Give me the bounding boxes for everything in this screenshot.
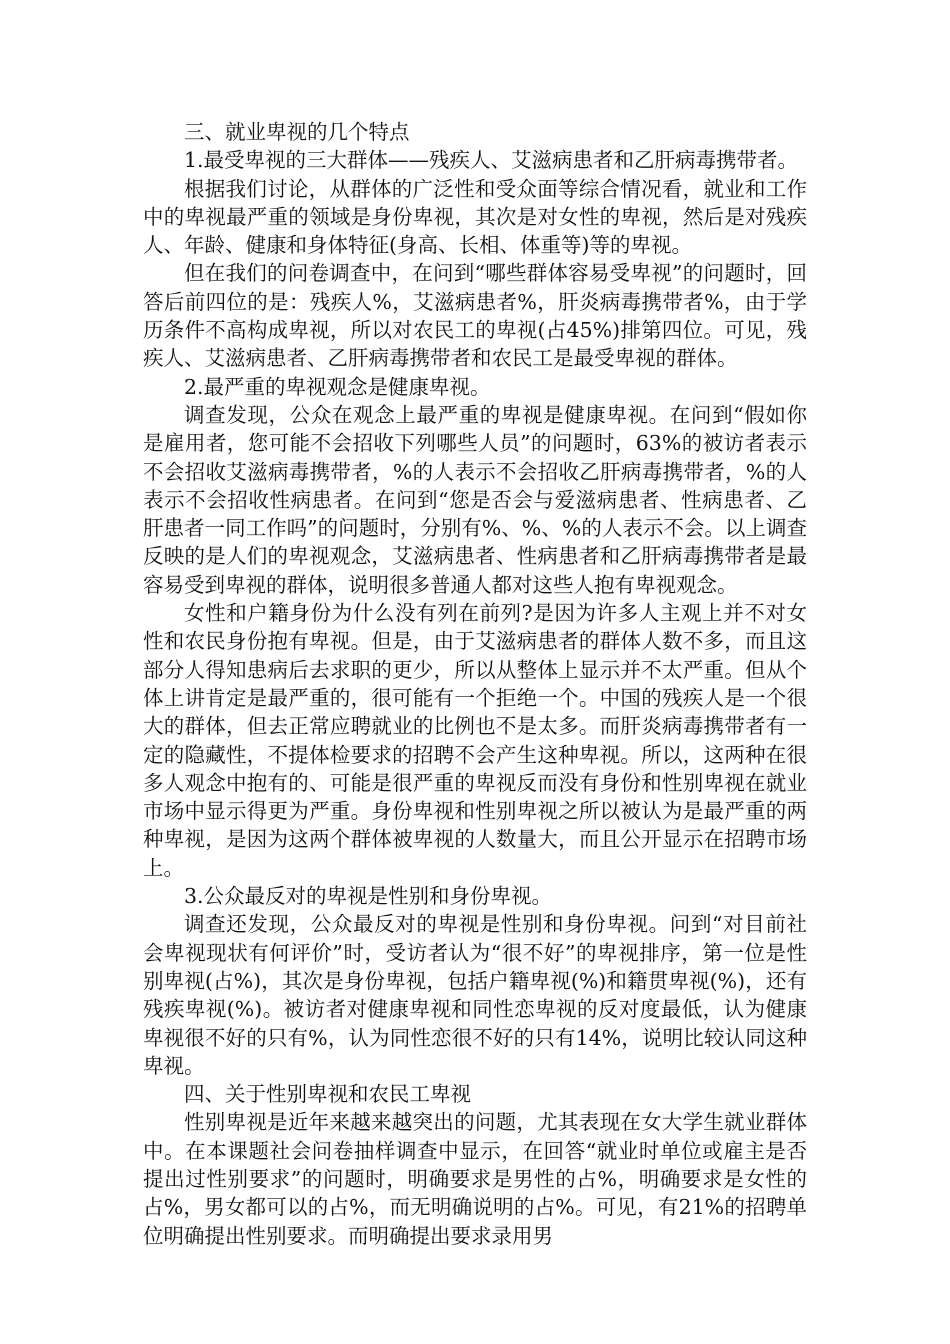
subheading-1: 1.最受卑视的三大群体——残疾人、艾滋病患者和乙肝病毒携带者。	[184, 148, 799, 173]
paragraph-4: 女性和户籍身份为什么没有列在前列?是因为许多人主观上并不对女性和农民身份抱有卑视。但是，由于艾滋病患者的群体人数不多，而且这部分人得知患病后去求职的更少，所以从整体上显示并不太严重。但从个体上讲肯定是最严重的，很可能有一个拒绝一个。中国的残疾人是一个很大的群体，但去正常应聘就业的比例也不是太多。而肝炎病毒携带者有一定的隐藏性，不提体检要求的招聘不会产生这种卑视。所以，这两种在很多人观念中抱有的、可能是很严重的卑视反而没有身份和性别卑视在就业市场中显示得更为严重。身份卑视和性别卑视之所以被认为是最严重的两种卑视，是因为这两个群体被卑视的人数量大，而且公开显示在招聘市场上。	[143, 601, 807, 880]
paragraph-1: 根据我们讨论，从群体的广泛性和受众面等综合情况看，就业和工作中的卑视最严重的领域是身份卑视，其次是对女性的卑视，然后是对残疾人、年龄、健康和身体特征(身高、长相、体重等)等的卑视。	[143, 176, 807, 258]
paragraph-6: 性别卑视是近年来越来越突出的问题，尤其表现在女大学生就业群体中。在本课题社会问卷抽样调查中显示，在回答“就业时单位或雇主是否提出过性别要求”的问题时，明确要求是男性的占%，明确要求是女性的占%，男女都可以的占%，而无明确说明的占%。可见，有21%的招聘单位明确提出性别要求。而明确提出要求录用男	[143, 1110, 807, 1248]
paragraph-2: 但在我们的问卷调查中，在问到“哪些群体容易受卑视”的问题时，回答后前四位的是：残疾人%，艾滋病患者%，肝炎病毒携带者%，由于学历条件不高构成卑视，所以对农民工的卑视(占45%)排第四位。可见，残疾人、艾滋病患者、乙肝病毒携带者和农民工是最受卑视的群体。	[143, 261, 807, 371]
paragraph-3: 调查发现，公众在观念上最严重的卑视是健康卑视。在问到“假如你是雇用者，您可能不会招收下列哪些人员”的问题时，63%的被访者表示不会招收艾滋病毒携带者，%的人表示不会招收乙肝病毒携带者，%的人表示不会招收性病患者。在问到“您是否会与爱滋病患者、性病患者、乙肝患者一同工作吗”的问题时，分别有%、%、%的人表示不会。以上调查反映的是人们的卑视观念，艾滋病患者、性病患者和乙肝病毒携带者是最容易受到卑视的群体，说明很多普通人都对这些人抱有卑视观念。	[143, 402, 807, 597]
section-heading-4: 四、关于性别卑视和农民工卑视	[184, 1082, 471, 1107]
subheading-3: 3.公众最反对的卑视是性别和身份卑视。	[184, 884, 553, 909]
section-heading-3: 三、就业卑视的几个特点	[184, 120, 410, 144]
paragraph-5: 调查还发现，公众最反对的卑视是性别和身份卑视。问到“对目前社会卑视现状有何评价”时，受访者认为“很不好”的卑视排序，第一位是性别卑视(占%)，其次是身份卑视，包括户籍卑视(%)和籍贯卑视(%)，还有残疾卑视(%)。被访者对健康卑视和同性恋卑视的反对度最低，认为健康卑视很不好的只有%，认为同性恋很不好的只有14%，说明比较认同这种卑视。	[143, 912, 807, 1078]
subheading-2: 2.最严重的卑视观念是健康卑视。	[184, 374, 491, 399]
document-body	[143, 118, 807, 1250]
